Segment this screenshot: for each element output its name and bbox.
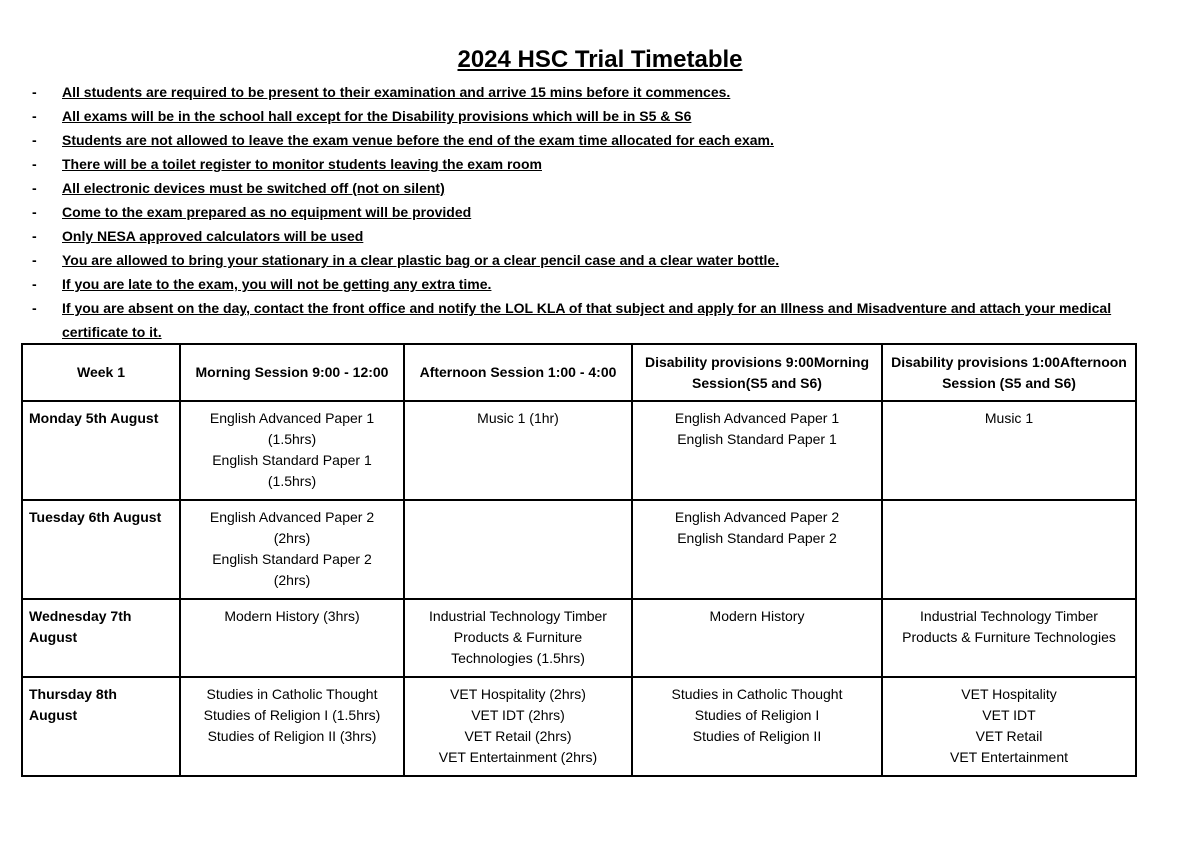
rule-text: If you are late to the exam, you will not be getting any extra time.	[62, 276, 492, 292]
header-disability-afternoon	[882, 344, 1136, 401]
exam-line: Industrial Technology Timber	[920, 608, 1098, 624]
bullet-dash: -	[32, 180, 37, 196]
exam-line: English Advanced Paper 2	[674, 509, 840, 525]
rule-item	[32, 248, 1112, 272]
exam-line: VET Entertainment	[949, 749, 1069, 765]
rule-text: You are allowed to bring your stationary in a clear plastic bag or a clear pencil case and a clear water bottle.	[62, 252, 780, 268]
rule-item	[32, 80, 1112, 104]
page-title: 2024 HSC Trial Timetable	[457, 46, 743, 73]
header-week	[22, 344, 180, 401]
header-line: Morning Session(S5 and S6)	[692, 353, 870, 391]
bullet-dash: -	[32, 228, 37, 244]
exam-line: English Standard Paper 2	[677, 530, 837, 546]
exam-line: Studies in Catholic Thought	[671, 686, 843, 702]
exam-line: VET Retail (2hrs)	[464, 728, 572, 744]
rule-item	[32, 272, 1112, 296]
exam-line: Studies in Catholic Thought	[206, 686, 378, 702]
day-cell	[22, 599, 180, 677]
disability-morning-cell	[632, 401, 882, 500]
rule-item	[32, 296, 1112, 344]
morning-cell	[180, 401, 404, 500]
bullet-dash: -	[32, 156, 37, 172]
exam-line: Studies of Religion II (3hrs)	[207, 728, 377, 744]
day-cell	[22, 401, 180, 500]
exam-line: English Advanced Paper 1	[209, 410, 375, 426]
timetable	[21, 343, 1137, 777]
exam-line: English Standard Paper 1	[677, 431, 837, 447]
morning-cell	[180, 599, 404, 677]
exam-line: Music 1	[984, 410, 1034, 426]
rule-item	[32, 200, 1112, 224]
table-row	[22, 500, 1136, 599]
exam-line: English Standard Paper 2	[212, 551, 372, 567]
rule-text: Only NESA approved calculators will be used	[62, 228, 364, 244]
bullet-dash: -	[32, 204, 37, 220]
morning-cell	[180, 677, 404, 776]
exam-line: (2hrs)	[273, 530, 311, 546]
exam-line: VET Entertainment (2hrs)	[438, 749, 598, 765]
day-line: Wednesday 7th	[29, 608, 132, 624]
header-line: Morning Session 9:00 - 12:00	[195, 364, 389, 380]
exam-line: Technologies (1.5hrs)	[451, 650, 585, 666]
bullet-dash: -	[32, 108, 37, 124]
exam-line: Modern History	[709, 608, 805, 624]
rule-item	[32, 104, 1112, 128]
bullet-dash: -	[32, 300, 37, 316]
rule-text: If you are absent on the day, contact the front office and notify the LOL KLA of that subject and apply for an Illness and Misadventure and attach your medical certificate to it.	[62, 300, 1112, 340]
bullet-dash: -	[32, 84, 37, 100]
exam-line: Modern History (3hrs)	[224, 608, 360, 624]
rule-item	[32, 224, 1112, 248]
timetable-header-row	[22, 344, 1136, 401]
exam-line: VET Hospitality	[961, 686, 1057, 702]
rules-list	[32, 80, 1112, 344]
table-row	[22, 677, 1136, 776]
header-line: Disability provisions 1:00	[891, 353, 1060, 370]
exam-line: VET IDT (2hrs)	[471, 707, 565, 723]
disability-afternoon-cell	[882, 500, 1136, 599]
exam-line: Products & Furniture	[453, 629, 583, 645]
exam-line: English Advanced Paper 2	[209, 509, 375, 525]
afternoon-cell	[404, 500, 632, 599]
bullet-dash: -	[32, 276, 37, 292]
exam-line: English Advanced Paper 1	[674, 410, 840, 426]
afternoon-cell	[404, 599, 632, 677]
header-line: Week 1	[77, 364, 125, 380]
header-afternoon-session	[404, 344, 632, 401]
exam-line: Studies of Religion I	[694, 707, 820, 723]
exam-line: (2hrs)	[273, 572, 311, 588]
exam-line: VET Hospitality (2hrs)	[450, 686, 586, 702]
exam-line: (1.5hrs)	[267, 473, 317, 489]
exam-line: Products & Furniture Technologies	[902, 629, 1116, 645]
rule-item	[32, 128, 1112, 152]
rule-item	[32, 176, 1112, 200]
rule-text: There will be a toilet register to monitor students leaving the exam room	[62, 156, 542, 172]
day-cell	[22, 500, 180, 599]
bullet-dash: -	[32, 252, 37, 268]
exam-line: VET IDT	[982, 707, 1036, 723]
morning-cell	[180, 500, 404, 599]
disability-afternoon-cell	[882, 599, 1136, 677]
header-line: Disability provisions 9:00	[644, 353, 814, 370]
header-disability-morning	[632, 344, 882, 401]
disability-morning-cell	[632, 599, 882, 677]
exam-line: English Standard Paper 1	[212, 452, 372, 468]
afternoon-cell	[404, 677, 632, 776]
exam-line: (1.5hrs)	[267, 431, 317, 447]
rule-text: Students are not allowed to leave the exam venue before the end of the exam time allocated for each exam.	[62, 132, 774, 148]
header-morning-session	[180, 344, 404, 401]
disability-afternoon-cell	[882, 677, 1136, 776]
disability-morning-cell	[632, 500, 882, 599]
exam-line: Music 1 (1hr)	[477, 410, 559, 426]
disability-morning-cell	[632, 677, 882, 776]
day-line: Monday 5th August	[29, 410, 159, 426]
day-cell	[22, 677, 180, 776]
header-line: Afternoon Session 1:00 - 4:00	[419, 364, 617, 380]
header-line: Afternoon Session (S5 and S6)	[942, 353, 1127, 391]
exam-line: VET Retail	[975, 728, 1043, 744]
afternoon-cell	[404, 401, 632, 500]
table-row	[22, 401, 1136, 500]
exam-line: Studies of Religion I (1.5hrs)	[203, 707, 381, 723]
day-line: August	[29, 707, 78, 723]
exam-line: Studies of Religion II	[692, 728, 822, 744]
disability-afternoon-cell	[882, 401, 1136, 500]
rule-text: Come to the exam prepared as no equipment will be provided	[62, 204, 472, 220]
day-line: Thursday 8th	[29, 686, 117, 702]
rule-text: All students are required to be present to their examination and arrive 15 mins before it commences.	[62, 84, 731, 100]
rule-text: All exams will be in the school hall except for the Disability provisions which will be in S5 & S6	[62, 108, 692, 124]
exam-line: Industrial Technology Timber	[429, 608, 607, 624]
rule-text: All electronic devices must be switched off (not on silent)	[62, 180, 445, 196]
day-line: Tuesday 6th August	[29, 509, 162, 525]
table-row	[22, 599, 1136, 677]
day-line: August	[29, 629, 78, 645]
bullet-dash: -	[32, 132, 37, 148]
rule-item	[32, 152, 1112, 176]
